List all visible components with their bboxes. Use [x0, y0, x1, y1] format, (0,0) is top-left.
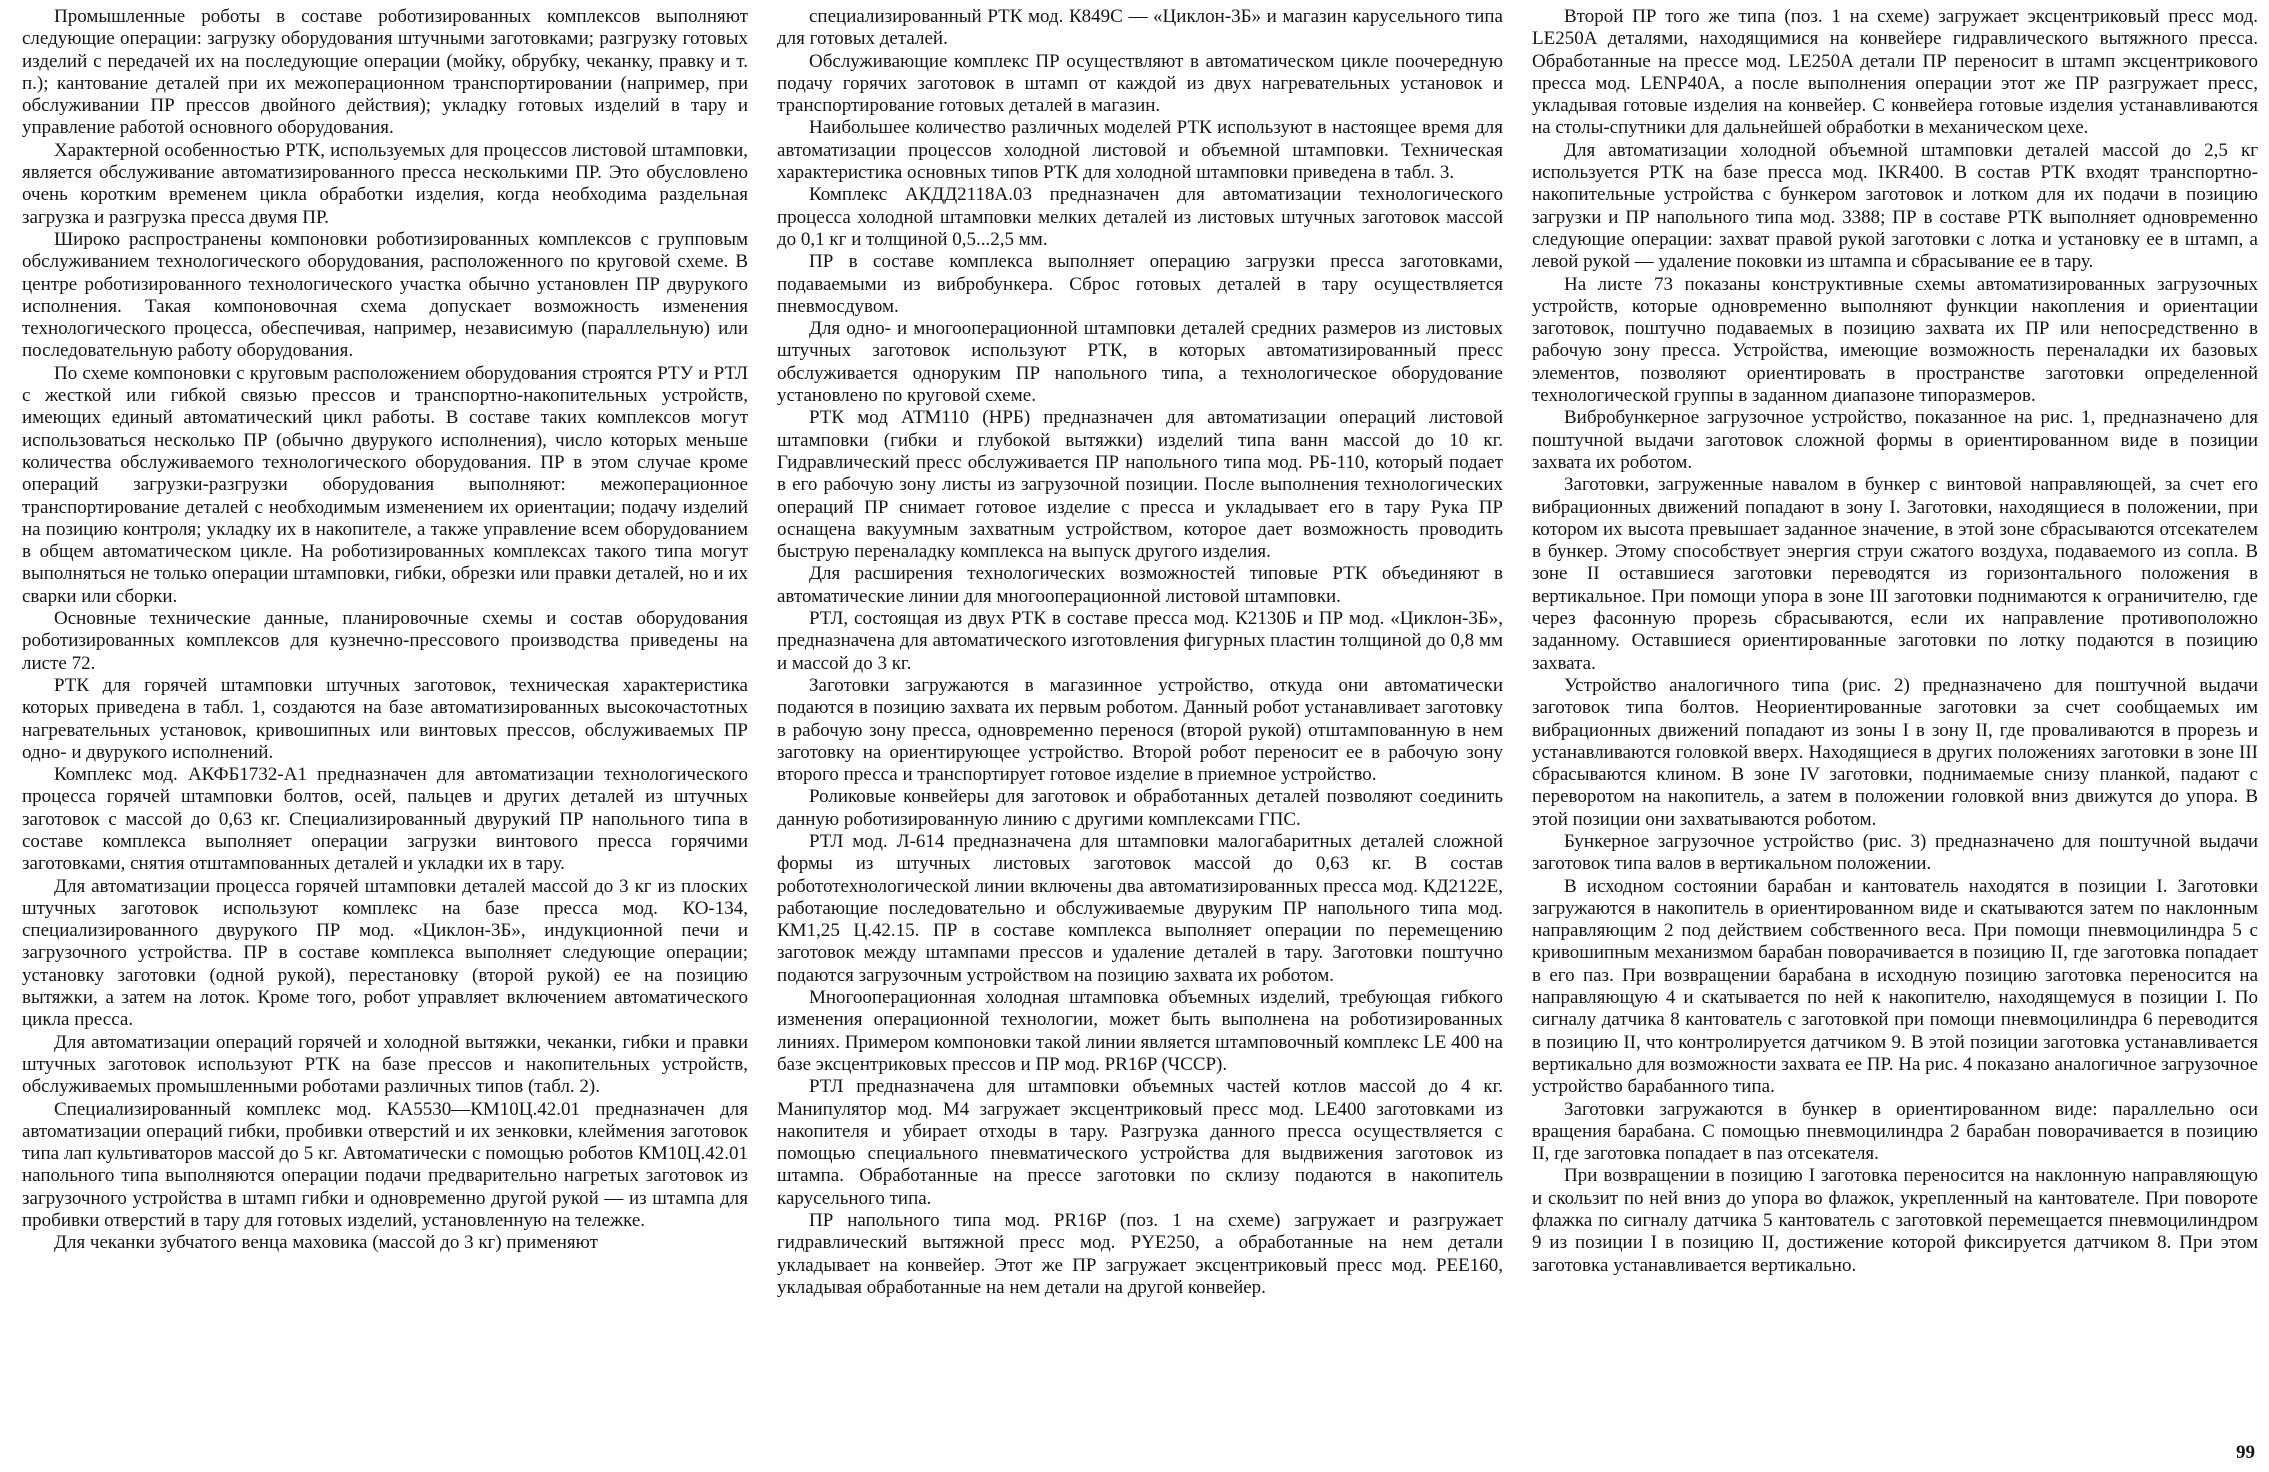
paragraph: Основные технические данные, планировочные схемы и состав оборудования роботизированных комплексов для кузнечно-прессового производства приведены на листе 72.: [22, 608, 748, 674]
paragraph: Для чеканки зубчатого венца маховика (массой до 3 кг) применяют: [54, 1232, 598, 1254]
paragraph: Комплекс мод. АКФБ1732-А1 предназначен для автоматизации технологического процесса горячей штамповки болтов, осей, пальцев и других деталей из штучных заготовок с массой до 0,63 кг. Специализированный двурукий ПР напольного типа в составе комплекса выполняет операции загрузки винтового пресса горячими заготовками, снятия отштампованных деталей и укладки их в тару.: [22, 764, 748, 875]
paragraph: Специализированный комплекс мод. КА5530—КМ10Ц.42.01 предназначен для автоматизации операций гибки, пробивки отверстий и их зенковки, клеймения заготовок типа лап культиваторов массой до 5 кг. Автоматически с помощью роботов КМ10Ц.42.01 напольного типа выполняются операции подачи предварительно нагретых заготовок из загрузочного устройства в штамп гибки и одновременно другой рукой — из штампа для пробивки отверстий в тару для готовых изделий, установленную на тележке.: [22, 1098, 748, 1232]
text-column-right: [1532, 6, 2258, 1446]
paragraph: Наибольшее количество различных моделей РТК используют в настоящее время для автоматизации процессов холодной листовой и объемной штамповки. Техническая характеристика основных типов РТК для холодной штамповки приведена в табл. 3.: [777, 117, 1503, 184]
paragraph: специализированный РТК мод. К849С — «Циклон-3Б» и магазин карусельного типа для готовых деталей.: [777, 6, 1503, 50]
paragraph: Для автоматизации операций горячей и холодной вытяжки, чеканки, гибки и правки штучных заготовок используют РТК на базе прессов и накопительных устройств, обслуживаемых промышленными роботами различных типов (табл. 2).: [22, 1031, 748, 1098]
paragraph: Характерной особенностью РТК, используемых для процессов листовой штамповки, является обслуживание автоматизированного пресса несколькими ПР. Это обусловлено очень коротким временем цикла обработки изделия, когда необходима раздельная загрузка и разгрузка пресса двумя ПР.: [22, 139, 748, 228]
paragraph: Вибробункерное загрузочное устройство, показанное на рис. 1, предназначено для поштучной выдачи заготовок сложной формы в ориентированном виде в позиции захвата их роботом.: [1532, 407, 2258, 473]
paragraph: Обслуживающие комплекс ПР осуществляют в автоматическом цикле поочередную подачу горячих заготовок в штамп от каждой из двух нагревательных установок и транспортирование готовых деталей в магазин.: [777, 50, 1503, 117]
paragraph: Промышленные роботы в составе роботизированных комплексов выполняют следующие операции: загрузку оборудования штучными заготовками; разгрузку готовых изделий с передачей их на последующие операции (мойку, обрубку, чеканку, правку и т. п.); кантование деталей при их межоперационном транспортировании (например, при обслуживании ПР прессов двойного действия); укладку готовых изделий в тару и управление работой основного оборудования.: [22, 6, 748, 139]
paragraph: РТК для горячей штамповки штучных заготовок, техническая характеристика которых приведена в табл. 1, создаются на базе автоматизированных высокочастотных нагревательных установок, кривошипных или винтовых прессов, обслуживаемых ПР одно- и двурукого исполнений.: [22, 674, 748, 763]
text-column-middle: [777, 6, 1503, 1446]
paragraph: РТЛ мод. Л-614 предназначена для штамповки малогабаритных деталей сложной формы из штучных листовых заготовок массой до 0,63 кг. В состав робототехнологической линии включены два автоматизированных пресса мод. КД2122Е, работающие последовательно и обслуживаемые двуруким ПР напольного типа мод. КМ1,25 Ц.42.15. ПР в составе комплекса выполняет операции по перемещению заготовок между штампами прессов и удаление деталей в тару. Заготовки поштучно подаются загрузочным устройством на позицию захвата их роботом.: [777, 830, 1503, 986]
paragraph: Устройство аналогичного типа (рис. 2) предназначено для поштучной выдачи заготовок типа болтов. Неориентированные заготовки за счет сообщаемых им вибрационных движений попадают из зоны I в зону II, где проваливаются в прорезь и устанавливаются головкой вверх. Находящиеся в других положениях заготовки в зоне III сбрасываются клином. В зоне IV заготовки, поднимаемые снизу планкой, падают с переворотом на накопитель, а затем в положении головкой вниз движутся до упора. В этой позиции они захватываются роботом.: [1532, 674, 2258, 830]
paragraph: Для автоматизации холодной объемной штамповки деталей массой до 2,5 кг используется РТК на базе пресса мод. IKR400. В состав РТК входят транспортно-накопительные устройства с бункером заготовок и лотком для их подачи в позицию загрузки и ПР напольного типа мод. 3388; ПР в составе РТК выполняет одновременно следующие операции: захват правой рукой заготовки с лотка и установку ее в штамп, а левой рукой — удаление поковки из штампа и сбрасывание ее в тару.: [1532, 139, 2258, 273]
page-body: [22, 6, 2258, 1446]
paragraph: Для одно- и многооперационной штамповки деталей средних размеров из листовых штучных заготовок используют РТК, в которых автоматизированный пресс обслуживается одноруким ПР напольного типа, а технологическое оборудование установлено по круговой схеме.: [777, 318, 1503, 407]
paragraph: При возвращении в позицию I заготовка переносится на наклонную направляющую и скользит по ней вниз до упора во флажок, укрепленный на кантователе. При повороте флажка по сигналу датчика 5 кантователь с заготовкой перемещается пневмоцилиндром 9 из позиции I в позицию II, достижение которой фиксируется датчиком 8. При этом заготовка устанавливается вертикально.: [1532, 1165, 2258, 1276]
paragraph: РТЛ предназначена для штамповки объемных частей котлов массой до 4 кг. Манипулятор мод. М4 загружает эксцентриковый пресс мод. LE400 заготовками из накопителя и убирает отходы в тару. Разгрузка данного пресса осуществляется с помощью специального пневматического устройства для выдвижения заготовок из штампа. Обработанные на прессе заготовки по склизу подаются в накопитель карусельного типа.: [777, 1076, 1503, 1209]
paragraph: Многооперационная холодная штамповка объемных изделий, требующая гибкого изменения операционной технологии, может быть выполнена на роботизированных линиях. Примером компоновки такой линии является штамповочный комплекс LE 400 на базе эксцентриковых прессов и ПР мод. PR16P (ЧССР).: [777, 987, 1503, 1075]
paragraph: Заготовки загружаются в магазинное устройство, откуда они автоматически подаются в позицию захвата их первым роботом. Данный робот устанавливает заготовку в рабочую зону пресса, одновременно перенося (второй рукой) отштампованную в нем заготовку на ориентирующее устройство. Второй робот переносит ее в рабочую зону второго пресса и транспортирует готовое изделие в приемное устройство.: [777, 674, 1503, 786]
text-column-left: [22, 6, 748, 1446]
paragraph: ПР напольного типа мод. PR16P (поз. 1 на схеме) загружает и разгружает гидравлический вытяжной пресс мод. PYE250, а обработанные на нем детали укладывает на конвейер. Этот же ПР загружает эксцентриковый пресс мод. PEE160, укладывая обработанные на нем детали на другой конвейер.: [777, 1210, 1503, 1298]
paragraph: По схеме компоновки с круговым расположением оборудования строятся РТУ и РТЛ с жесткой или гибкой связью прессов и транспортно-накопительных устройств, имеющих единый автоматический цикл работы. В составе таких комплексов могут использоваться несколько ПР (обычно двурукого исполнения), число которых меньше количества обслуживаемого технологического оборудования. ПР в этом случае кроме операций загрузки-разгрузки оборудования выполняют: межоперационное транспортирование деталей с необходимым изменением их ориентации; подачу изделий на позицию контроля; укладку их в накопителе, а также управление всем оборудованием в общем автоматическом цикле. На роботизированных комплексах такого типа могут выполняться не только операции штамповки, гибки, обрезки или правки деталей, но и их сварки или сборки.: [22, 362, 748, 607]
paragraph: Широко распространены компоновки роботизированных комплексов с групповым обслуживанием технологического оборудования, расположенного по круговой схеме. В центре роботизированного технологического участка обычно установлен ПР двурукого исполнения. Такая компоновочная схема допускает возможность изменения технологического процесса, обеспечивая, например, независимую (параллельную) или последовательную работу оборудования.: [22, 228, 748, 362]
paragraph: Заготовки, загруженные навалом в бункер с винтовой направляющей, за счет его вибрационных движений попадают в зону I. Заготовки, находящиеся в положении, при котором их высота превышает заданное значение, в этой зоне сбрасываются отсекателем в бункер. Этому способствует энергия струи сжатого воздуха, подаваемого из сопла. В зоне II оставшиеся заготовки переводятся из горизонтального положения в вертикальное. При помощи упора в зоне III заготовки поднимаются к ограничителю, где через фасонную прорезь сбрасываются, если их направление противоположно заданному. Оставшиеся ориентированные заготовки по лотку подаются в позицию захвата.: [1532, 474, 2258, 674]
paragraph: Роликовые конвейеры для заготовок и обработанных деталей позволяют соединить данную роботизированную линию с другими комплексами ГПС.: [777, 786, 1503, 830]
paragraph: Бункерное загрузочное устройство (рис. 3) предназначено для поштучной выдачи заготовок типа валов в вертикальном положении.: [1532, 830, 2258, 875]
paragraph: В исходном состоянии барабан и кантователь находятся в позиции I. Заготовки загружаются в накопитель в ориентированном виде и скатываются затем по наклонным направляющим 2 под действием собственного веса. При помощи пневмоцилиндра 5 с кривошипным механизмом барабан поворачивается в позицию II, где заготовка попадает в его паз. При возвращении барабана в исходную позицию заготовка переносится на направляющую 4 и скатывается по ней к накопителю, находящемуся в позиции I. По сигналу датчика 8 кантователь с заготовкой при помощи пневмоцилиндра 6 переводится в позицию II, что контролируется датчиком 9. В этой позиции заготовка устанавливается вертикально для возможности захвата ее ПР. На рис. 4 показано аналогичное загрузочное устройство барабанного типа.: [1532, 875, 2258, 1098]
paragraph: ПР в составе комплекса выполняет операцию загрузки пресса заготовками, подаваемыми из вибробункера. Сброс готовых деталей в тару осуществляется пневмосдувом.: [777, 251, 1503, 317]
paragraph: Комплекс АКДД2118А.03 предназначен для автоматизации технологического процесса холодной штамповки мелких деталей из листовых штучных заготовок массой до 0,1 кг и толщиной 0,5...2,5 мм.: [777, 184, 1503, 250]
paragraph: Для автоматизации процесса горячей штамповки деталей массой до 3 кг из плоских штучных заготовок используют комплекс на базе пресса мод. КО-134, специализированного двурукого ПР мод. «Циклон-3Б», индукционной печи и загрузочного устройства. ПР в составе комплекса выполняет следующие операции; установку заготовки (одной рукой), перестановку (второй рукой) ее на позицию вытяжки, а затем на лоток. Кроме того, робот управляет включением автоматического цикла пресса.: [22, 875, 748, 1031]
paragraph: РТЛ, состоящая из двух РТК в составе пресса мод. К2130Б и ПР мод. «Циклон-3Б», предназначена для автоматического изготовления фигурных пластин толщиной до 0,8 мм и массой до 3 кг.: [777, 608, 1503, 674]
page-number: 99: [2236, 1442, 2255, 1463]
paragraph: РТК мод АТМ110 (НРБ) предназначен для автоматизации операций листовой штамповки (гибки и глубокой вытяжки) изделий типа ванн массой до 10 кг. Гидравлический пресс обслуживается ПР напольного типа мод. РБ-110, который подает в его рабочую зону листы из загрузочной позиции. После выполнения технологических операций ПР снимает готовое изделие с пресса и укладывает его в тару Рука ПР оснащена вакуумным захватным устройством, которое дает возможность проводить быструю переналадку комплекса на выпуск другого изделия.: [777, 407, 1503, 563]
paragraph: Для расширения технологических возможностей типовые РТК объединяют в автоматические линии для многооперационной листовой штамповки.: [777, 563, 1503, 607]
paragraph: На листе 73 показаны конструктивные схемы автоматизированных загрузочных устройств, которые одновременно выполняют функции накопления и ориентации заготовок, поштучно подаваемых в позицию захвата их ПР или непосредственно в рабочую зону пресса. Устройства, имеющие возможность переналадки их базовых элементов, позволяют ориентировать в пространстве заготовки определенной технологической группы в заданном диапазоне типоразмеров.: [1532, 273, 2258, 407]
paragraph: Заготовки загружаются в бункер в ориентированном виде: параллельно оси вращения барабана. С помощью пневмоцилиндра 2 барабан поворачивается в позицию II, где заготовка попадает в паз отсекателя.: [1532, 1098, 2258, 1165]
paragraph: Второй ПР того же типа (поз. 1 на схеме) загружает эксцентриковый пресс мод. LE250A деталями, находящимися на конвейере гидравлического вытяжного пресса. Обработанные на прессе мод. LE250A детали ПР переносит в штамп эксцентрикового пресса мод. LENP40A, а после выполнения операции этот же ПР разгружает пресс, укладывая готовые изделия на конвейер. С конвейера готовые изделия устанавливаются на столы-спутники для дальнейшей обработки в механическом цехе.: [1532, 6, 2258, 139]
